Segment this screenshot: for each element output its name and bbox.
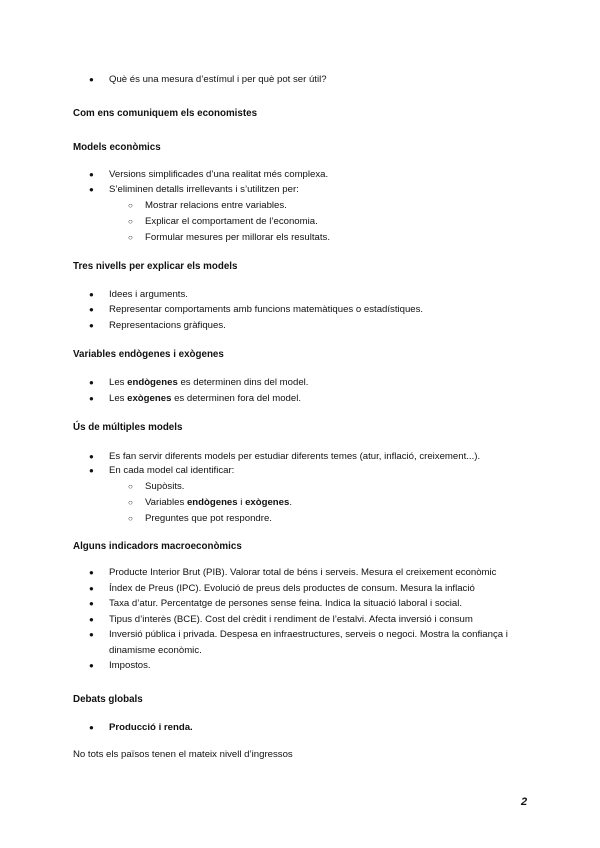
circle-bullet-icon: ○ xyxy=(128,514,133,523)
circle-bullet-icon: ○ xyxy=(128,498,133,507)
circle-bullet-icon: ○ xyxy=(128,233,133,242)
circle-bullet-icon: ○ xyxy=(128,482,133,491)
list-item-text: Tipus d’interès (BCE). Cost del crèdit i rendiment de l’estalvi. Afecta inversió i consum xyxy=(109,614,473,625)
list-item-text: Preguntes que pot respondre. xyxy=(145,513,272,524)
bullet-icon: ● xyxy=(89,661,94,670)
bold-term: endògenes xyxy=(186,497,238,508)
sub-list-item xyxy=(128,216,318,228)
list-item xyxy=(89,451,481,463)
list-item xyxy=(89,614,473,626)
list-item-text: Impostos. xyxy=(109,660,151,671)
page-number: 2 xyxy=(521,796,528,808)
bullet-icon: ● xyxy=(89,466,94,475)
sub-list-item xyxy=(128,232,330,244)
bold-term: exògenes xyxy=(245,497,290,508)
list-item-text: Què és una mesura d’estímul i per què pot ser útil? xyxy=(109,74,327,85)
list-item xyxy=(89,567,497,579)
bullet-icon: ● xyxy=(89,170,94,179)
list-item-text: Formular mesures per millorar els resultats. xyxy=(145,232,330,243)
sub-list-item xyxy=(128,200,287,212)
sub-list-item xyxy=(128,513,272,525)
bullet-icon: ● xyxy=(89,378,94,387)
bullet-icon: ● xyxy=(89,185,94,194)
section-heading: Ús de múltiples models xyxy=(73,422,183,433)
list-item xyxy=(89,393,301,405)
bold-term: exògenes xyxy=(127,393,172,404)
section-heading: Variables endògenes i exògenes xyxy=(73,349,224,360)
list-item-text: . xyxy=(289,497,293,508)
list-item-text: Producte Interior Brut (PIB). Valorar total de béns i serveis. Mesura el creixement econòmic xyxy=(109,567,497,578)
list-item xyxy=(89,660,151,672)
list-item-text: Versions simplificades d’una realitat més complexa. xyxy=(109,169,329,180)
circle-bullet-icon: ○ xyxy=(128,217,133,226)
bold-term: endògenes xyxy=(127,377,178,388)
list-item-text: Les xyxy=(109,377,128,388)
list-item-text: Representar comportaments amb funcions matemàtiques o estadístiques. xyxy=(109,304,424,315)
bullet-icon: ● xyxy=(89,723,94,732)
bullet-icon: ● xyxy=(89,290,94,299)
bullet-icon: ● xyxy=(89,584,94,593)
list-item xyxy=(89,184,299,196)
list-item-text: es determinen dins del model. xyxy=(177,377,309,388)
list-item-continuation xyxy=(109,645,202,657)
bullet-icon: ● xyxy=(89,599,94,608)
list-item xyxy=(89,598,463,610)
bullet-icon: ● xyxy=(89,394,94,403)
section-heading: Debats globals xyxy=(73,694,143,705)
list-item-text: Mostrar relacions entre variables. xyxy=(145,200,287,211)
section-heading: Tres nivells per explicar els models xyxy=(73,261,238,272)
list-item-text: Variables xyxy=(145,497,187,508)
list-item-text: En cada model cal identificar: xyxy=(109,465,235,476)
bullet-icon: ● xyxy=(89,305,94,314)
bullet-icon: ● xyxy=(89,452,94,461)
list-item-text: Taxa d’atur. Percentatge de persones sense feina. Indica la situació laboral i social. xyxy=(109,598,463,609)
list-item xyxy=(89,304,424,316)
list-item-text: Es fan servir diferents models per estudiar diferents temes (atur, inflació, creixement...). xyxy=(109,451,481,462)
list-item xyxy=(89,320,226,332)
list-item xyxy=(89,74,327,86)
sub-list-item xyxy=(128,481,185,493)
list-item-text: Supòsits. xyxy=(145,481,185,492)
bullet-icon: ● xyxy=(89,321,94,330)
list-item-text: Explicar el comportament de l’economia. xyxy=(145,216,318,227)
list-item-text: Índex de Preus (IPC). Evolució de preus dels productes de consum. Mesura la inflació xyxy=(109,583,475,594)
list-item xyxy=(89,629,508,641)
list-item-text: i xyxy=(237,497,246,508)
list-item-text: dinamisme econòmic. xyxy=(109,645,202,656)
list-item xyxy=(89,289,188,301)
bullet-icon: ● xyxy=(89,568,94,577)
section-heading: Com ens comuniquem els economistes xyxy=(73,108,258,119)
list-item-text: Les xyxy=(109,393,128,404)
list-item-text: Producció i renda. xyxy=(109,722,193,733)
list-item-text: es determinen fora del model. xyxy=(171,393,301,404)
bullet-icon: ● xyxy=(89,615,94,624)
list-item-text: Inversió pública i privada. Despesa en infraestructures, serveis o negoci. Mostra la confiança i xyxy=(109,629,508,640)
bullet-icon: ● xyxy=(89,630,94,639)
list-item-text: Idees i arguments. xyxy=(109,289,188,300)
list-item xyxy=(89,465,235,477)
bullet-icon: ● xyxy=(89,75,94,84)
list-item xyxy=(89,169,329,181)
circle-bullet-icon: ○ xyxy=(128,201,133,210)
list-item xyxy=(89,722,193,734)
list-item xyxy=(89,377,309,389)
section-heading: Alguns indicadors macroeconòmics xyxy=(73,541,242,552)
list-item-text: Representacions gràfiques. xyxy=(109,320,226,331)
sub-list-item xyxy=(128,497,293,509)
list-item xyxy=(89,583,475,595)
list-item-text: S’eliminen detalls irrellevants i s’utilitzen per: xyxy=(109,184,299,195)
section-heading: Models econòmics xyxy=(73,142,161,153)
paragraph: No tots els països tenen el mateix nivell d’ingressos xyxy=(73,749,293,760)
